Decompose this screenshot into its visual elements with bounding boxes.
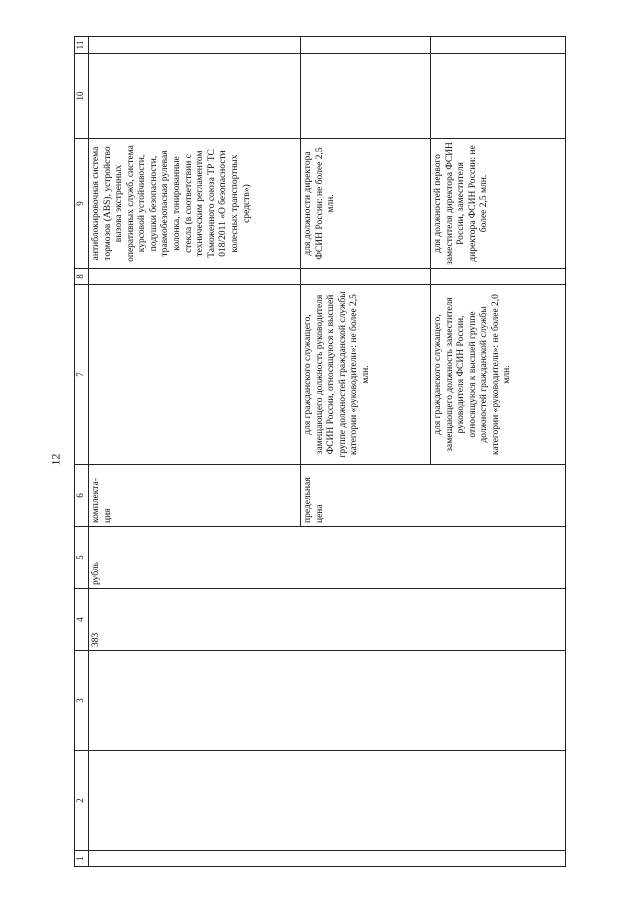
col-header-4: 4 — [75, 589, 89, 651]
cell-c8-top — [89, 269, 301, 285]
header-row — [75, 37, 89, 867]
cell-price-a-text: для гражданского служащего, замещающего должность руководителя ФСИН России, относящуюся к высшей группе должностей гражданской службы категории «руководители»: не более 2,5 млн. — [301, 285, 431, 465]
page-number: 12 — [48, 453, 63, 466]
cell-unit: рубль — [89, 527, 566, 589]
cell-c10-b — [431, 54, 566, 139]
cell-c11-top — [89, 37, 301, 54]
cell-c8-a — [301, 269, 431, 285]
col-header-9: 9 — [75, 139, 89, 269]
cell-equipment-text: антиблокировочная система тормозов (ABS), устройство вызова экстренных оперативных служб, система курсовой устойчивости, подушки безопасности, травмобезопасная рулевая колонка, тонированные стекла (в соответствии с техническим регламентом Таможенного союза ТР ТС 018/2011 «О безопасности колесных транспортных средств») — [89, 139, 301, 269]
cell-c11-a — [301, 37, 431, 54]
cell-c8-b — [431, 269, 566, 285]
col-header-2: 2 — [75, 751, 89, 851]
row-equipment — [89, 37, 301, 867]
col-header-5: 5 — [75, 527, 89, 589]
cell-c1 — [89, 851, 566, 867]
cell-price-b-limit: для должностей первого заместителя директора ФСИН России, заместителя директора ФСИН России: не более 2,5 млн. — [431, 139, 566, 269]
col-header-8: 8 — [75, 269, 89, 285]
cell-c3 — [89, 651, 566, 751]
cell-code: 383 — [89, 589, 566, 651]
cell-price-a-limit: для должности директора ФСИН России: не более 2,5 млн. — [301, 139, 431, 269]
col-header-7: 7 — [75, 285, 89, 465]
rotated-table-wrapper — [74, 37, 566, 867]
col-header-6: 6 — [75, 465, 89, 527]
cell-c2 — [89, 751, 566, 851]
col-header-1: 1 — [75, 851, 89, 867]
cell-c7-top — [89, 285, 301, 465]
cell-c10-top — [89, 54, 301, 139]
cell-price-label: предельная цена — [301, 465, 566, 527]
col-header-3: 3 — [75, 651, 89, 751]
cell-price-b-text: для гражданского служащего, замещающего должность заместителя руководителя ФСИН России, относящуюся к высшей группе должностей гражданской службы категории «руководители»: не более 2,0 млн. — [431, 285, 566, 465]
cell-c11-b — [431, 37, 566, 54]
cell-c10-a — [301, 54, 431, 139]
cell-equipment-label: комплекта-ция — [89, 465, 301, 527]
specification-table — [74, 36, 566, 867]
col-header-11: 11 — [75, 37, 89, 54]
col-header-10: 10 — [75, 54, 89, 139]
